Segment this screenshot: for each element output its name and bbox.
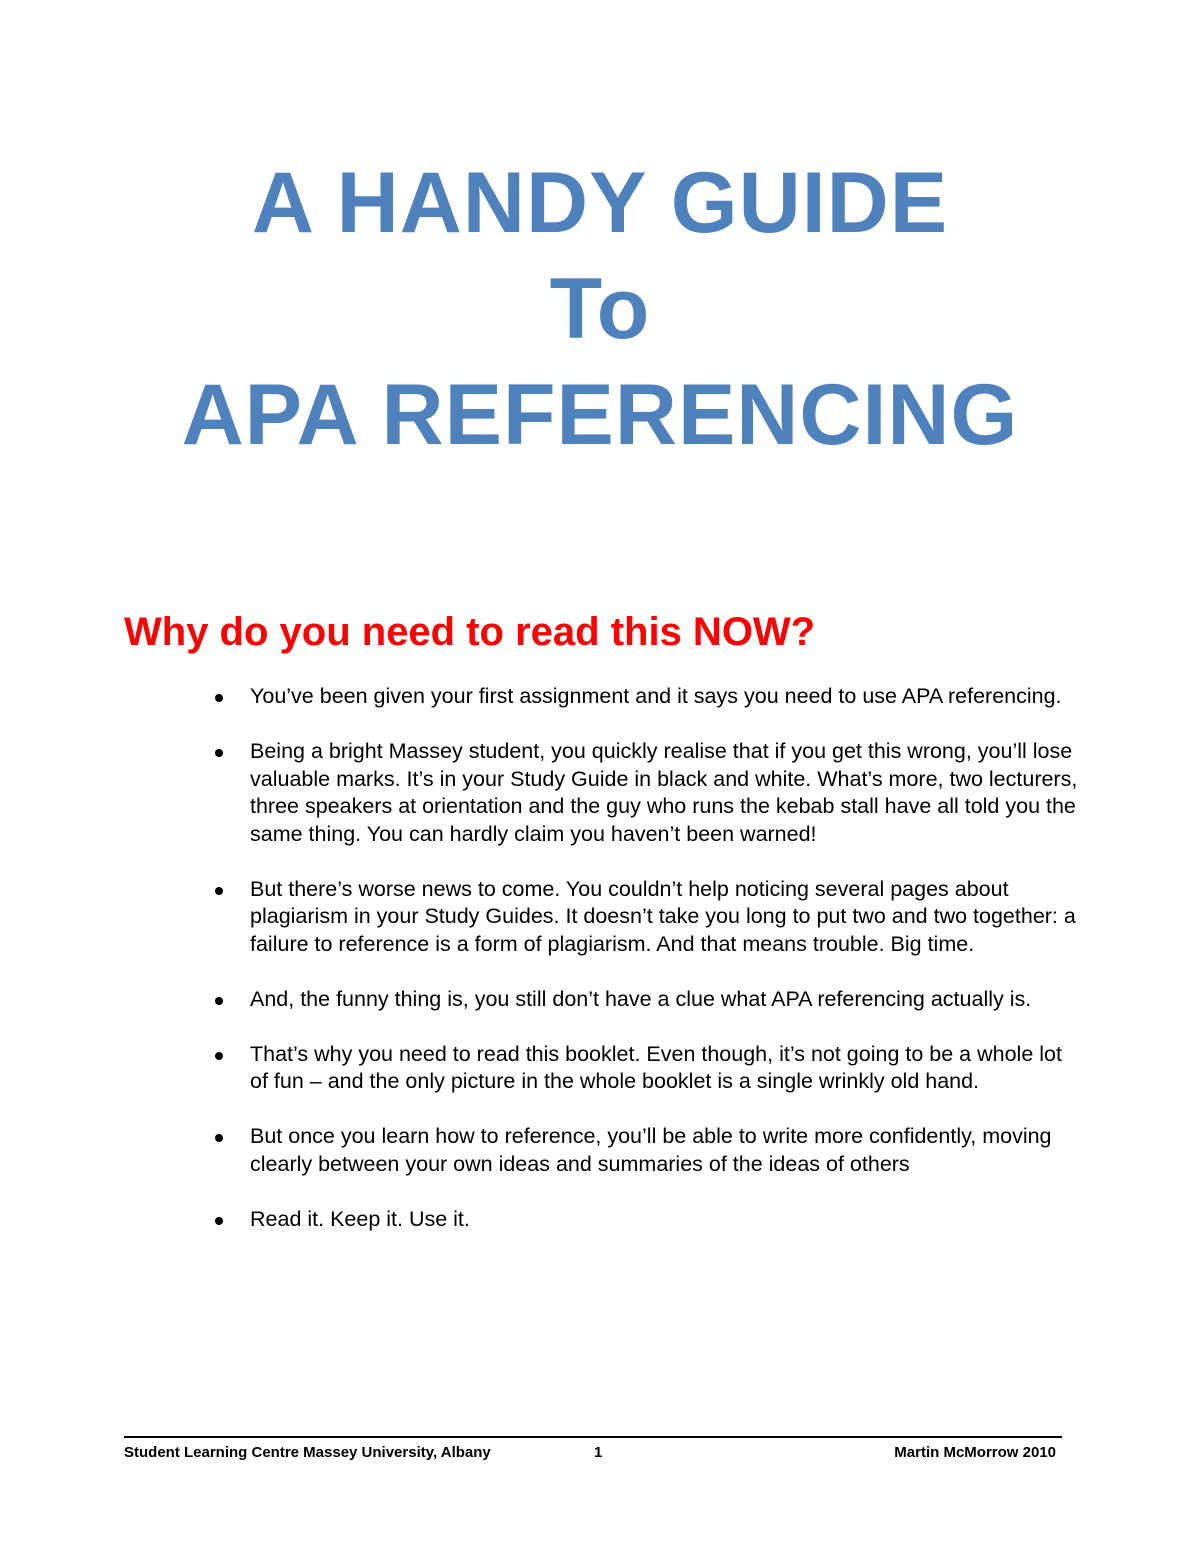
footer-divider xyxy=(124,1436,1062,1438)
bullet-list xyxy=(0,683,1200,1261)
bullet-icon xyxy=(215,1217,223,1225)
bullet-text: Read it. Keep it. Use it. xyxy=(250,1206,470,1231)
title-line-3: APA REFERENCING xyxy=(181,367,1019,463)
bullet-icon xyxy=(215,997,223,1005)
page-footer xyxy=(124,1443,1062,1465)
list-item xyxy=(0,1123,1080,1178)
bullet-icon xyxy=(215,694,223,702)
list-item xyxy=(0,1206,1080,1234)
bullet-icon xyxy=(215,1134,223,1142)
title-line-1: A HANDY GUIDE xyxy=(251,155,949,251)
list-item xyxy=(0,876,1080,959)
list-item xyxy=(0,986,1080,1014)
bullet-icon xyxy=(215,1052,223,1060)
bullet-icon xyxy=(215,749,223,757)
bullet-text: But once you learn how to reference, you’ll be able to write more confidently, moving clearly between your own ideas and summaries of the ideas of others xyxy=(250,1124,1052,1176)
title-line-2: To xyxy=(549,261,651,357)
footer-institution: Student Learning Centre Massey University, Albany xyxy=(124,1444,491,1461)
bullet-icon xyxy=(215,887,223,895)
list-item xyxy=(0,1041,1080,1096)
bullet-text: But there’s worse news to come. You couldn’t help noticing several pages about plagiarism in your Study Guides. It doesn’t take you long to put two and two together: a failure to reference is a form of plagiarism. And that means trouble. Big time. xyxy=(250,876,1076,956)
bullet-text: That’s why you need to read this booklet. Even though, it’s not going to be a whole lot of fun – and the only picture in the whole booklet is a single wrinkly old hand. xyxy=(250,1041,1062,1093)
footer-author: Martin McMorrow 2010 xyxy=(894,1444,1056,1461)
section-heading: Why do you need to read this NOW? xyxy=(124,610,816,654)
bullet-text: You’ve been given your first assignment and it says you need to use APA referencing. xyxy=(250,684,1062,708)
list-item xyxy=(0,683,1080,711)
footer-page-number: 1 xyxy=(594,1444,603,1461)
document-title xyxy=(0,150,1200,468)
list-item xyxy=(0,738,1080,848)
bullet-text: And, the funny thing is, you still don’t have a clue what APA referencing actually is. xyxy=(250,986,1032,1011)
bullet-text: Being a bright Massey student, you quickly realise that if you get this wrong, you’ll lose valuable marks. It’s in your Study Guide in black and white. What’s more, two lecturers, three speakers at orientation and the guy who runs the kebab stall have all told you the same thing. You can hardly claim you haven’t been warned! xyxy=(250,739,1078,846)
